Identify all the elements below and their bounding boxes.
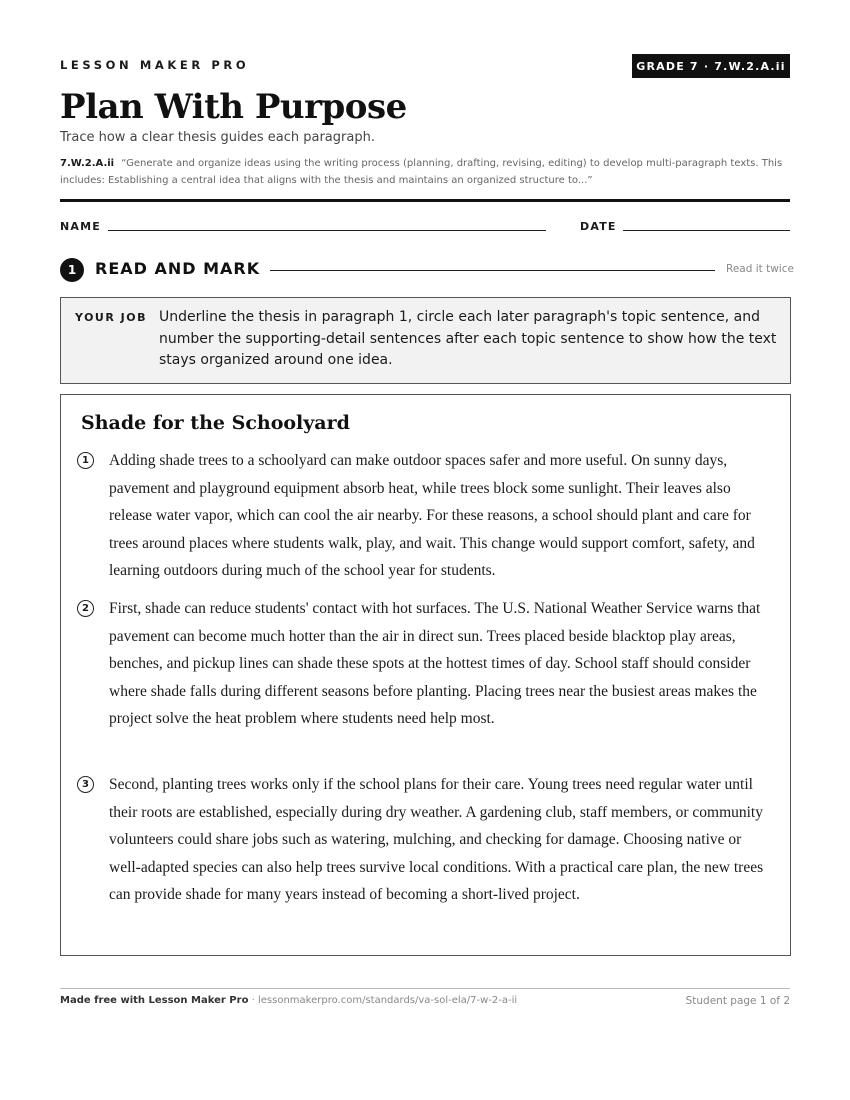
grade-badge: GRADE 7 · 7.W.2.A.ii — [632, 54, 790, 78]
paragraph-number-2: 2 — [77, 600, 94, 617]
footer-made-with: Made free with Lesson Maker Pro — [60, 995, 249, 1006]
page-title: Plan With Purpose — [60, 87, 407, 127]
section-title: READ AND MARK — [95, 259, 261, 278]
standard-code: 7.W.2.A.ii — [60, 158, 115, 169]
footer-divider — [60, 988, 790, 989]
paragraph-1: Adding shade trees to a schoolyard can make outdoor spaces safer and more useful. On sunny days, pavement and playground equipment absorb heat, while trees block some sunlight. Their leaves also release water vapor, which can cool the air nearby. For these reasons, a school should plant and care for trees around places where students walk, play, and wait. This change would support comfort, safety, and learning outdoors during much of the school year for students. — [109, 452, 755, 580]
instructions-label: YOUR JOB — [75, 311, 147, 324]
standard-text: “Generate and organize ideas using the writing process (planning, drafting, revising, editing) to develop multi-paragraph texts. This includes: Establishing a central idea that aligns with the thesis and maintains an organized structure to...” — [60, 158, 783, 186]
footer-separator: · — [248, 995, 258, 1006]
date-label: DATE — [580, 220, 617, 233]
date-field-line[interactable] — [623, 230, 790, 231]
brand-name: LESSON MAKER PRO — [60, 58, 250, 72]
section-hint: Read it twice — [726, 263, 794, 275]
step-number-badge: 1 — [60, 258, 84, 282]
paragraph-2: First, shade can reduce students' contact with hot surfaces. The U.S. National Weather Service warns that pavement can become much hotter than the air in direct sun. Trees placed beside blacktop play areas, benches, and pickup lines can shade these spots at the hottest times of day. School staff should consider where shade falls during different seasons before planting. Placing trees near the busiest areas makes the project solve the heat problem where students need help most. — [109, 600, 761, 728]
footer-credit — [60, 995, 517, 1006]
page-subtitle: Trace how a clear thesis guides each paragraph. — [60, 130, 375, 145]
instructions-text: Underline the thesis in paragraph 1, circle each later paragraph's topic sentence, and number the supporting-detail sentences after each topic sentence to show how the text stays organized around one idea. — [159, 309, 777, 368]
paragraph-number-1: 1 — [77, 452, 94, 469]
paragraph-3: Second, planting trees works only if the school plans for their care. Young trees need regular water until their roots are established, especially during dry weather. A gardening club, staff members, or community volunteers could share jobs such as watering, mulching, and checking for damage. Choosing native or well-adapted species can also help trees survive local conditions. With a practical care plan, the new trees can provide shade for many years instead of becoming a short-lived project. — [109, 776, 764, 904]
page-number: Student page 1 of 2 — [685, 995, 790, 1007]
passage-title: Shade for the Schoolyard — [81, 412, 350, 434]
footer-url[interactable]: lessonmakerpro.com/standards/va-sol-ela/7-w-2-a-ii — [257, 995, 518, 1006]
name-label: NAME — [60, 220, 101, 233]
paragraph-number-3: 3 — [77, 776, 94, 793]
section-divider — [270, 270, 715, 271]
name-field-line[interactable] — [108, 230, 546, 231]
header-divider — [60, 199, 790, 202]
standard-description — [60, 155, 800, 189]
